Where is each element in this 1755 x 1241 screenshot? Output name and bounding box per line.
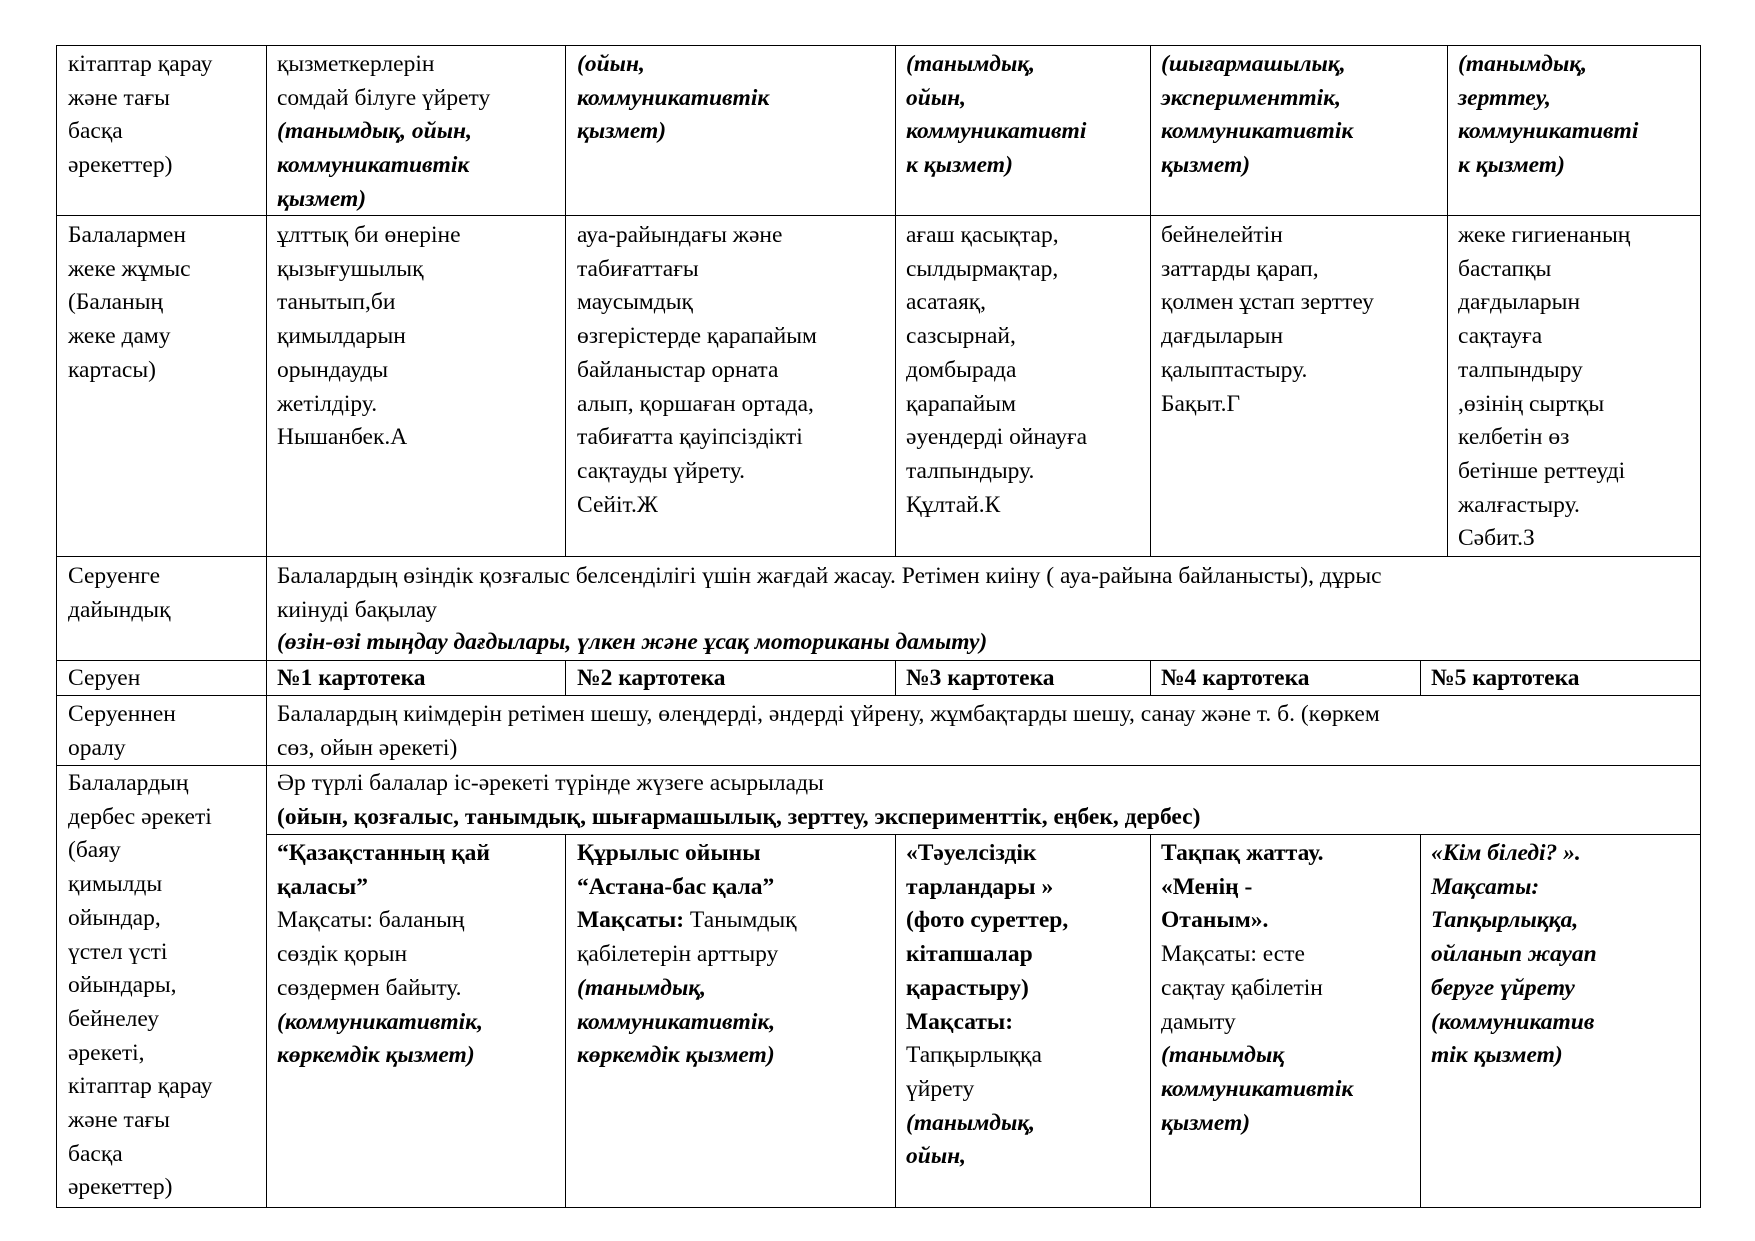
grid-line [565, 834, 566, 1208]
grid-line [1420, 834, 1421, 1208]
row2-label: Балалармен жеке жұмыс (Баланың жеке даму картасы) [68, 222, 191, 383]
grid-line [895, 45, 896, 556]
row6-cell-5: «Кім біледі? ». Мақсаты: Тапқырлыққа, ойланып жауап беруге үйрету (коммуникатив тік қызмет) [1431, 840, 1597, 1069]
grid-line [56, 45, 57, 1208]
row3-content: Балалардың өзіндік қозғалыс белсенділігі үшін жағдай жасау. Ретімен киіну ( ауа-райына байланысты), дұрыс киінуді бақылау (өзін-өзі тыңдау дағдылары, үлкен және ұсақ моториканы дамыту) [277, 563, 1382, 656]
grid-line [1150, 45, 1151, 556]
row1-label: кітаптар қарау және тағы басқа әрекеттер) [68, 51, 213, 179]
row6-label: Балалардың дербес әрекеті (баяу қимылды ойындар, үстел үсті ойындары, бейнелеу әрекеті, кітаптар қарау және тағы басқа әрекеттер) [68, 770, 213, 1201]
row6-intro: Әр түрлі балалар іс-әрекеті түрінде жүзеге асырылады (ойын, қозғалыс, танымдық, шығармашылық, зерттеу, эксперименттік, еңбек, дербес) [277, 770, 1201, 830]
row2-cell-2: ауа-райындағы және табиғаттағы маусымдық өзгерістерде қарапайым байланыстар орната алып, қоршаған ортада, табиғатта қауіпсіздікті сақтауды үйрету. Сейіт.Ж [577, 222, 817, 518]
grid-line [56, 556, 1701, 557]
row2-cell-5: жеке гигиенаның бастапқы дағдыларын сақтауға талпындыру ,өзінің сыртқы келбетін өз бетінше реттеуді жалғастыру. Сәбит.З [1458, 222, 1631, 552]
row6-cell-3: «Тәуелсіздік тарландары » (фото суреттер, кітапшалар қарастыру) Мақсаты: Тапқырлыққа үйрету (танымдық, ойын, [906, 840, 1069, 1170]
grid-line [565, 45, 566, 556]
row6-cell-2: Құрылыс ойыны “Астана-бас қала” Мақсаты: Танымдық қабілетерін арттыру (танымдық, коммуникативтік, көркемдік қызмет) [577, 840, 797, 1069]
grid-line [1447, 45, 1448, 556]
row6-cell-1: “Қазақстанның қай қаласы” Мақсаты: баланың сөздік қорын сөздермен байыту. (коммуникативтік, көркемдік қызмет) [277, 840, 490, 1069]
grid-line [895, 834, 896, 1208]
row1-cell-1: қызметкерлерін сомдай білуге үйрету (танымдық, ойын, коммуникативтік қызмет) [277, 51, 491, 212]
card-3: №3 картотека [906, 665, 1055, 691]
grid-line [1700, 45, 1701, 1208]
grid-line [1150, 834, 1151, 1208]
row5-content: Балалардың киімдерін ретімен шешу, өлеңдерді, әндерді үйрену, жұмбақтарды шешу, санау және т. б. (көркем сөз, ойын әрекеті) [277, 701, 1380, 761]
grid-line [1150, 660, 1151, 695]
grid-line [565, 660, 566, 695]
card-5: №5 картотека [1431, 665, 1580, 691]
row1-cell-2: (ойын, коммуникативтік қызмет) [577, 51, 770, 145]
grid-line [56, 45, 1701, 46]
card-2: №2 картотека [577, 665, 726, 691]
grid-line [266, 45, 267, 1208]
card-4: №4 картотека [1161, 665, 1310, 691]
row5-label: Серуеннен оралу [68, 701, 176, 761]
grid-line [56, 1207, 1701, 1208]
card-1: №1 картотека [277, 665, 426, 691]
row2-cell-4: бейнелейтін заттарды қарап, қолмен ұстап зерттеу дағдыларын қалыптастыру. Бақыт.Г [1161, 222, 1374, 417]
row2-cell-1: ұлттық би өнеріне қызығушылық танытып,би қимылдарын орындауды жетілдіру. Нышанбек.А [277, 222, 461, 451]
row6-cell-4: Тақпақ жаттау. «Менің - Отаным». Мақсаты: есте сақтау қабілетін дамыту (танымдық коммуникативтік қызмет) [1161, 840, 1354, 1136]
row3-label: Серуенге дайындық [68, 563, 171, 623]
row2-cell-3: ағаш қасықтар, сылдырмақтар, асатаяқ, сазсырнай, домбырада қарапайым әуендерді ойнауға талпындыру. Құлтай.К [906, 222, 1088, 518]
row1-cell-4: (шығармашылық, эксперименттік, коммуникативтік қызмет) [1161, 51, 1354, 179]
grid-line [895, 660, 896, 695]
grid-line [56, 660, 1701, 661]
row1-cell-5: (танымдық, зерттеу, коммуникативті к қызмет) [1458, 51, 1639, 179]
grid-line [1420, 660, 1421, 695]
row4-label: Серуен [68, 665, 141, 691]
row1-cell-3: (танымдық, ойын, коммуникативті к қызмет) [906, 51, 1087, 179]
